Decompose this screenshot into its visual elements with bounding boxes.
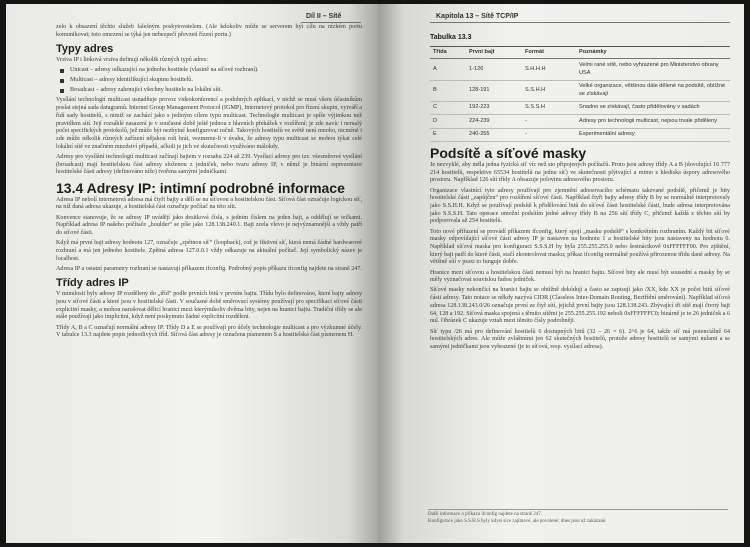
table-row <box>430 59 730 80</box>
body-paragraph: Hranice mezi síťovou a hostitelskou částí nemusí být na hranici bajtu. Síťové bity ale musí být sousední a masky by se měly vyznačovat souvislou řadou jedniček. <box>430 269 730 284</box>
body-paragraph: Síť typu /26 má pro definování hostitelů 6 dostupných bitů (32 – 26 = 6). 2^6 je 64, takže síť má potenciálně 64 hostitelských adres. Ale může zvláštními jen 62 skutečných hostitelů, protože adresy hostitelů se samými nulami a se samými jedničkami jsou vyhrazené (je to síťová, resp. vysílací adresa). <box>430 328 730 350</box>
table-caption: Tabulka 13.3 <box>430 34 472 41</box>
body-paragraph: Adresa IP nebolí internetová adresa má čtyři bajty a dělí se na síťovou a hostitelskou část. Síťová část označuje logickou síť, na níž daná adresa ukazuje, a hostitelská část označuje počítač na této síti. <box>56 196 362 211</box>
table-cell: Velmi rané sítě, nebo vyhrazené pro Ministerstvo obrany USA <box>576 59 730 80</box>
left-page <box>6 4 378 543</box>
body-paragraph: Je nezvyklé, aby měla jedna fyzická síť víc než sto připojených počítačů. Proto jsou adresy třídy A a B (dovolující 16 777 214 hostitelů, respektive 65534 hostitelů na jednu síť) ve skutečnosti plýtvající a mimo z hlediska úspory adresového prostoru. Například 126 sítí třídy A obsazuje polovinu adresového prostoru. <box>430 161 730 184</box>
intro-paragraph: zelo k obsazení těchto služeb falešným poskytovatelem. (Ale kdokoliv může se serverem být cílu na nízkém portu komunikovat; toto omezení se týká jen nebezpečí převzetí řízení portu.) <box>56 24 362 38</box>
table-cell: 1-126 <box>466 59 522 80</box>
body-paragraph: Když má první bajt adresy hodnotu 127, označuje „zpětnou síť“ (loopback), což je fiktivní síť, která nemá žádné hardwarové rozhraní a má jen jednoho hostitele. Zpětná adresa 127.0.0.1 vždy odkazuje na aktuální počítač. Její symbolický název je localhost. <box>56 240 362 262</box>
footnote: Konfigurace jako S.S.H.S byly kdysi sice zajímavé, ale povolené; dnes jsou už zakázané. <box>428 518 607 524</box>
right-header-rule <box>430 22 730 23</box>
table-cell: S.H.H.H <box>522 59 576 80</box>
list-item: Unicast – adresy odkazující na jednoho hostitele (vlastně na síťové rozhraní). <box>70 67 362 75</box>
body-paragraph: Konvence stanovuje, že se adresy IP uvádějí jako desítková čísla, s jedním číslem na jeden bajt, a oddělují se tečkami. Například adresa IP našeho počítače „boulder“ se píše jako 128.138.240.1. Bajt zcela vlevo je nejvýznamnější a vždy patří do síťové části. <box>56 214 362 236</box>
table-header-row <box>430 46 730 59</box>
body-paragraph: Adresa IP a ostatní parametry rozhraní se nastavují příkazem ifconfig. Podrobný popis příkazu ifconfig najdete na straně 247. <box>56 265 362 272</box>
table-cell: - <box>522 128 576 141</box>
table-cell: S.S.S.H <box>522 101 576 114</box>
table-cell: 128-191 <box>466 80 522 101</box>
typy-intro: Vrstva IP i linková vrstva definují několik různých typů adres: <box>56 57 208 64</box>
table-cell: Snadno se získávají, často přidělovány v sadách <box>576 101 730 114</box>
section-heading-podsite: Podsítě a síťové masky <box>430 145 587 162</box>
table-cell: B <box>430 80 466 101</box>
multicast-paragraph: Vysílání technologií multicast usnadňuje provoz videokonferencí a podobných aplikací, v nichž se musí všem účastníkům poslat stejná sada datagramů. Internet Group Management Protocol (IGMP), Internetový protokol pro řízení skupin, vytváří a řídí sady hostitelů, s nimiž se zachází jako s jediným cílem typu multicast. Technologie multicast je spíše výjimkou než pravidlem sítí. Její rozsáhlé nasazení je v současné době ještě jednou z hlavních překážek v rozšíření; je zde navíc i nemalý počet specifických protokolů, jež může být nezbytné konfigurovat ručně. Takových hostitelů ve světě není mnoho, nicméně i zde může několik různých zařízení nějakou roli hrát, vezmeme-li v úvahu, že adresy typu multicast se mohou týkat celé lokální sítě ve značném množství případů, ačkoli je jich ve skutečnosti využíváno málokdy. <box>56 97 362 150</box>
table-cell: - <box>522 115 576 128</box>
left-running-header: Díl II – Sítě <box>306 13 342 20</box>
footnotes <box>428 509 728 525</box>
body-paragraph: Síťové masky nekončící na hranici bajtu se obtížně dekódují a často se zapisují jako /XX, kde XX je počet bitů síťové části adresy. Tato notace se někdy nazývá CIDR (Classless Inter-Domain Routing, Beztřídní směrování). Například síťová adresa 128.138.243.0/26 označuje první ze čtyř sítí, jejichž první bajty jsou 128.138.243. Zbývající tři sítě mají čtvrtý bajt 64, 128 a 192. Síťová maska spojená s těmito sítěmi je 255.255.255.192 neboli 0xFFFFFFC0; binárně je to 26 jedniček a 6 nul. Obrázek C ukazuje vztah mezi těmito čísly podrobněji. <box>430 287 730 325</box>
table-header-cell: Poznámky <box>576 46 730 59</box>
footnote: Další informace o příkazu ifconfig najdete na straně 247. <box>428 512 542 517</box>
table-cell: A <box>430 59 466 80</box>
right-page-content <box>430 28 730 354</box>
address-type-list <box>56 67 362 94</box>
body-paragraph: Organizace vlastnící tyto adresy používají pro zjemnění adresovacího schématu takzvané podsítě, přičemž je bity hostitelské části „zapůjčen“ pro rozšíření síťové části. Například čtyři bajty adresy třídy B by se normálně interpretovaly jako S.S.H.H. Když se používají podsítě k přidělování bitů do síťové části hostitelské části, bude adresa interpretována jako S.S.S.H. Tato operace umožní podsítím jedné adresy třídy B na 256 sítí třídy C, přičemž každá z těchto sítí by podporovala až 254 hostitelů. <box>430 187 730 225</box>
table-cell: Velké organizace, většinou dále dělené na podsítě, obtížné se získávají <box>576 80 730 101</box>
table-row <box>430 115 730 128</box>
table-cell: 192-223 <box>466 101 522 114</box>
table-header-cell: Třída <box>430 46 466 59</box>
table-row <box>430 101 730 114</box>
section-heading-13-4: 13.4 Adresy IP: intimní podrobné informace <box>56 179 345 196</box>
right-running-header: Kapitola 13 – Sítě TCP/IP <box>436 13 519 20</box>
table-header-cell: První bajt <box>466 46 522 59</box>
body-paragraph: Třídy A, B a C označují normální adresy IP. Třídy D a E se používají pro účely technologie multicast a pro výzkumné účely. V tabulce 13.3 najdete popis jednotlivých tříd. Síťová část adresy je označena písmenem S a hostitelská část písmenem H. <box>56 324 362 339</box>
book-spread <box>6 4 744 543</box>
table-header-cell: Formát <box>522 46 576 59</box>
table-cell: Experimentální adresy <box>576 128 730 141</box>
list-item: Broadcast – adresy zahrnující všechny hostitele na lokální síti. <box>70 87 362 95</box>
broadcast-paragraph: Adresy pro vysílání technologií multicast začínají bajtem v rozsahu 224 až 239. Vysílací adresy pro tzv. všesměrové vysílání (broadcast) mají hostitelskou část adresy složenou z jedniček, nebo tvaru adresy IP, v němž je binární reprezentace hostitelské části adresy (definováno níže) tvořena samými jedničkami. <box>56 153 362 176</box>
tridy-adres-heading: Třídy adres IP <box>56 277 129 290</box>
table-cell: Adresy pro technologii multicast, nejsou trvale přiděleny <box>576 115 730 128</box>
table-cell: C <box>430 101 466 114</box>
table-cell: 240-255 <box>466 128 522 141</box>
table-cell: E <box>430 128 466 141</box>
typy-adres-heading: Typy adres <box>56 43 114 56</box>
body-paragraph: Toto nové přiřazení se provádí příkazem ifconfig, který spojí „masku podsítě“ s konkrétním rozhraním. Každý bit síťové masky odpovídající síťové části adresy IP je nastaven na hodnotu 1 a hostitelské bity jsou nastaveny na hodnotu 0. Například síťová maska pro konfiguraci S.S.S.H by byla 255.255.255.0 nebo šestnáctkově 0xFFFFFF00. Pro zjištění, který bajt patří do které části, stačí zkontrolovat masku; příkaz ifconfig normálně používá přirozenou třídu dané adresy. Na většině sítí v praxi to funguje dobře. <box>430 228 730 266</box>
list-item: Multicast – adresy identifikující skupinu hostitelů. <box>70 77 362 85</box>
left-page-content <box>56 24 362 342</box>
table-row <box>430 80 730 101</box>
table-row <box>430 128 730 141</box>
left-header-rule <box>301 22 361 23</box>
right-page <box>378 4 744 543</box>
address-class-table <box>430 46 730 143</box>
table-cell: D <box>430 115 466 128</box>
table-cell: S.S.H.H <box>522 80 576 101</box>
body-paragraph: V minulosti byly adresy IP rozděleny do „tříd“ podle prvních bitů v prvním bajtu. Třídu bylo definováno, které bajty adresy jsou v síťové části a které jsou v hostitelské části. V současné době směrovací systémy používají pro specifikaci síťové části explicitní masky, a mohou narušovat dělicí hranici mezi kterýmikoliv dvěma bity, nejen na hranici bajtu. Tradiční třídy se ale stále používají jako implicitní, když není poskytnuto žádné explicitní rozdělení. <box>56 291 362 321</box>
table-cell: 224-239 <box>466 115 522 128</box>
